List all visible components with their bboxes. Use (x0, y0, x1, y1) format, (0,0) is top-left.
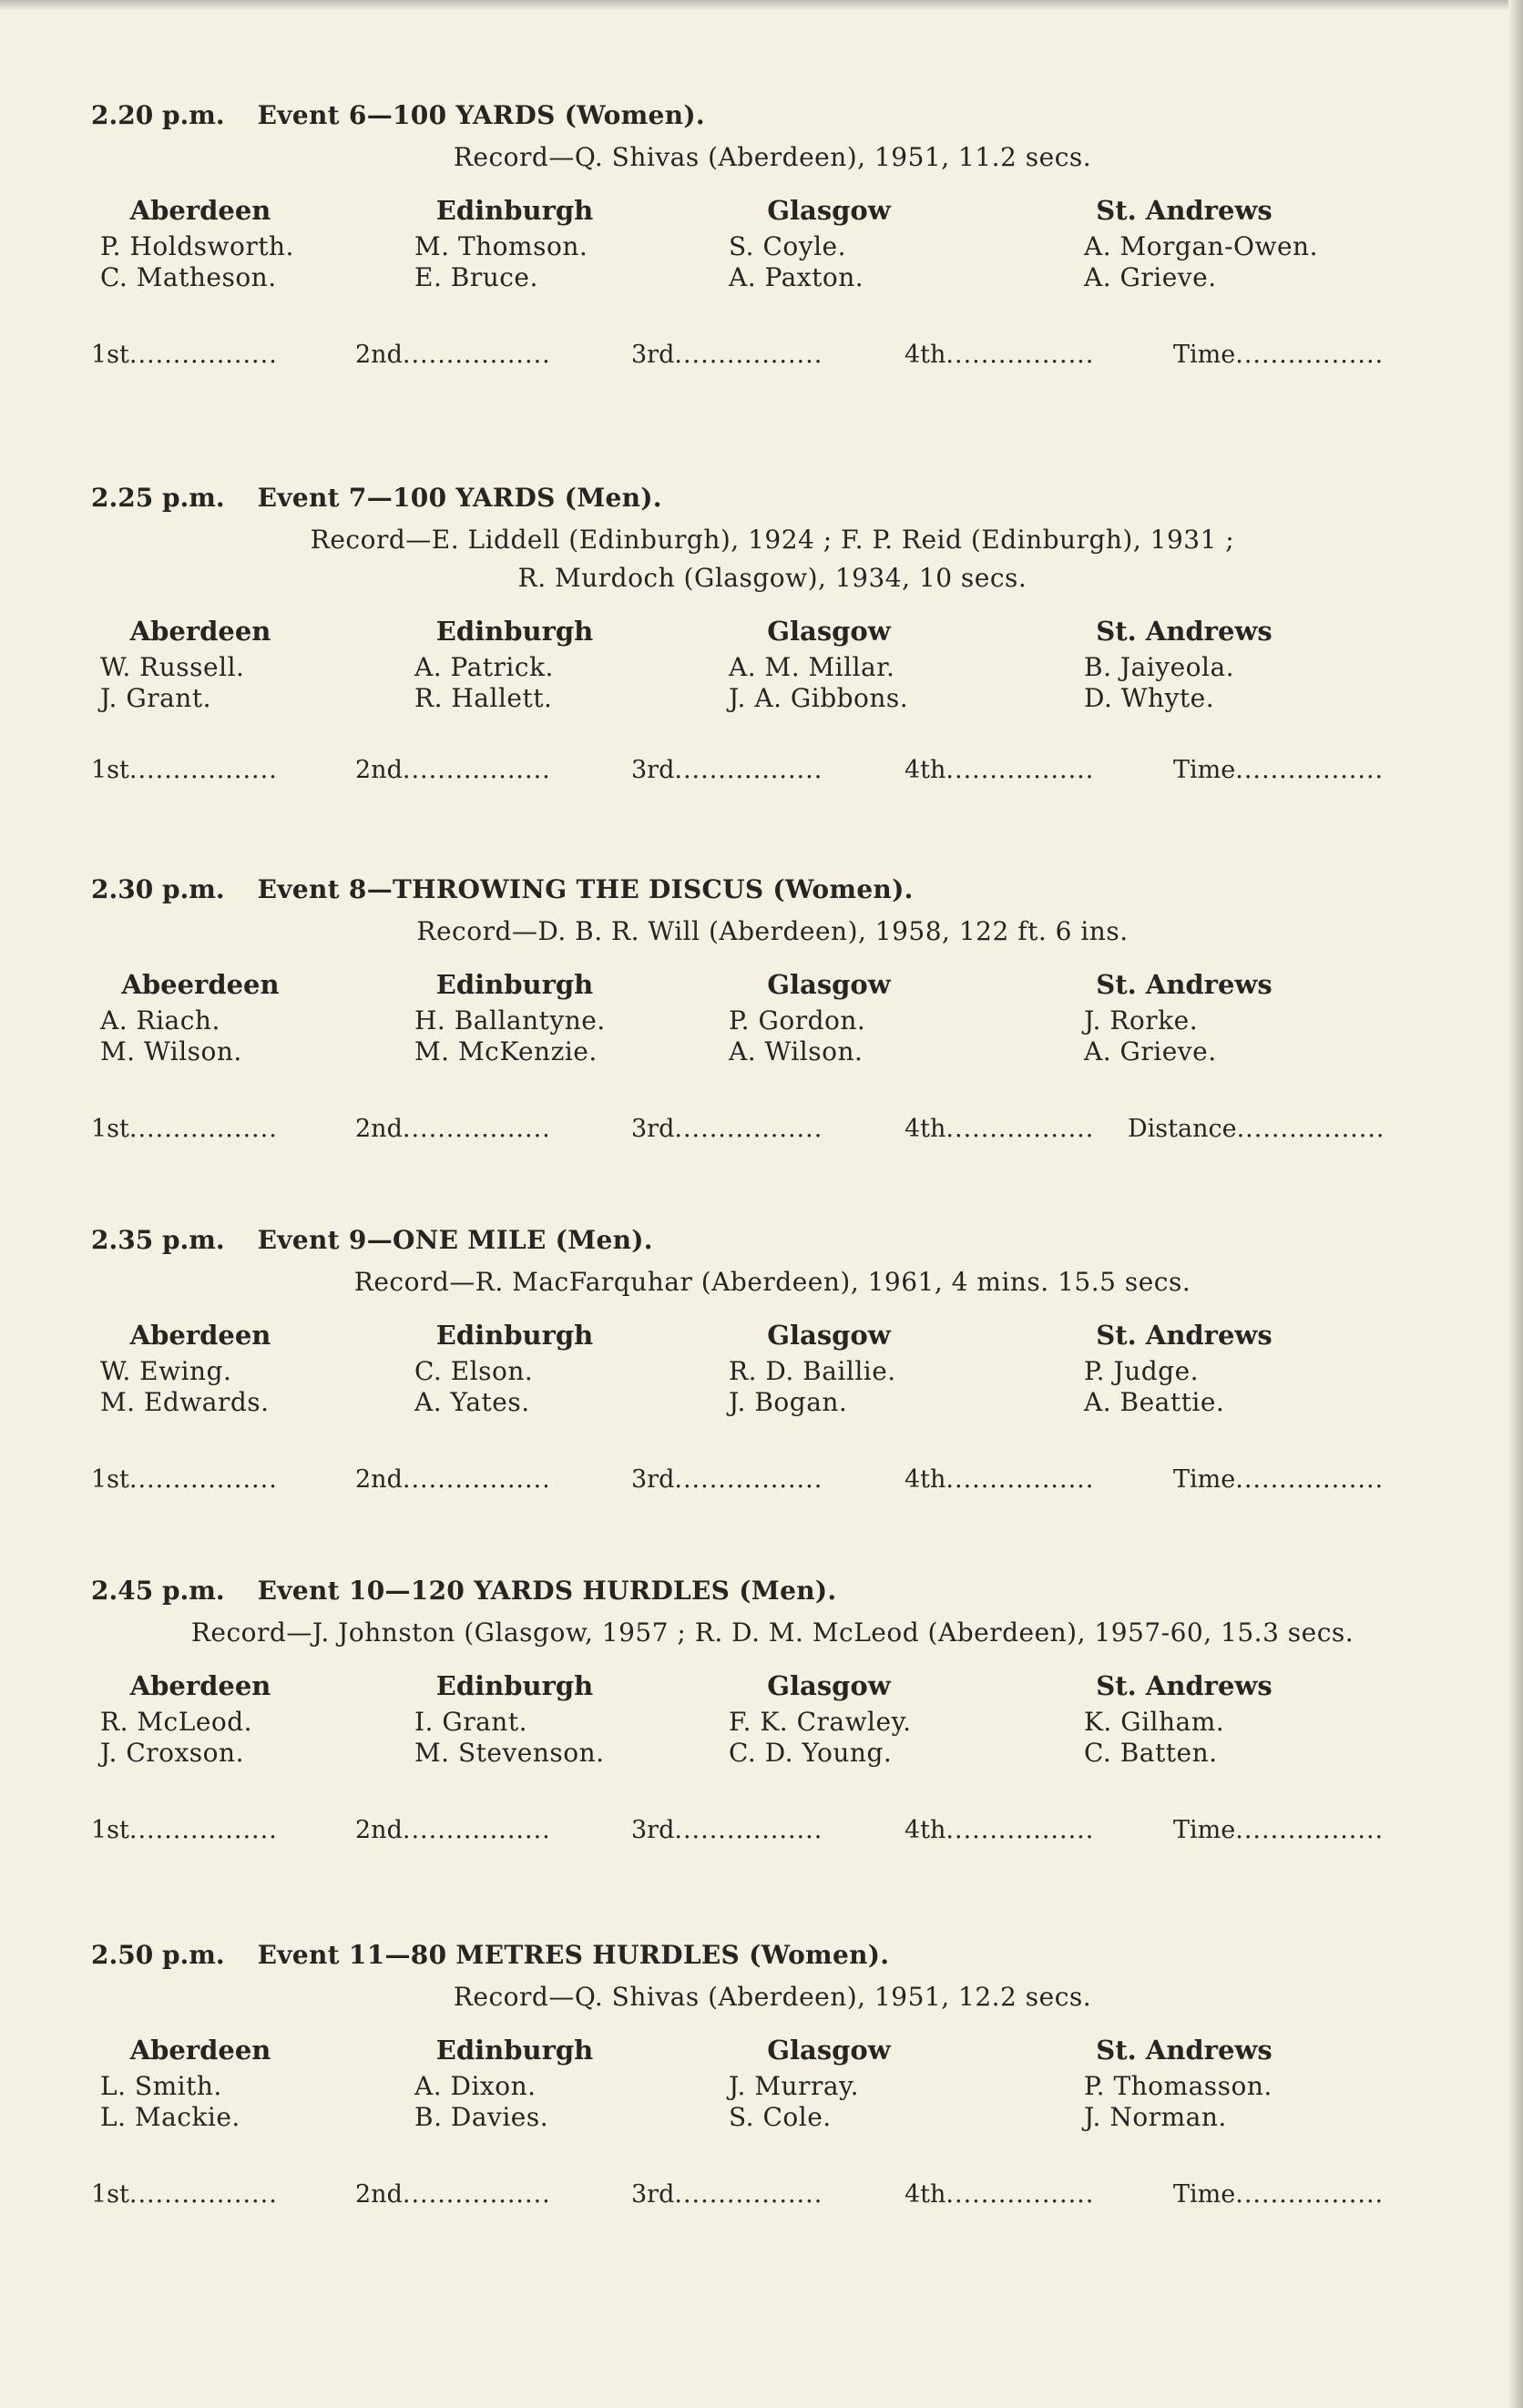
athlete-name: A. Beattie. (1084, 1387, 1225, 1417)
athlete-name: R. D. Baillie. (729, 1356, 896, 1386)
result-label: Distance (1128, 1115, 1237, 1143)
result-field (1173, 756, 1384, 784)
record-line: Record—J. Johnston (Glasgow, 1957 ; R. D. M. McLeod (Aberdeen), 1957-60, 15.3 secs. (190, 1617, 1354, 1648)
result-field (355, 1115, 551, 1143)
athlete-name: R. Hallett. (414, 683, 553, 713)
event-time: 2.35 p.m. (91, 1225, 225, 1255)
athlete-name: E. Bruce. (414, 262, 538, 292)
team-columns (80, 2035, 1465, 2153)
athlete-name: F. K. Crawley. (729, 1707, 912, 1737)
team-columns (80, 195, 1465, 313)
result-label: 3rd (631, 2180, 675, 2209)
result-label: 2nd (355, 2180, 403, 2209)
athlete-name: M. McKenzie. (414, 1036, 598, 1066)
team-name: St. Andrews (1096, 195, 1273, 226)
team-name: Edinburgh (435, 2035, 594, 2066)
result-field (905, 756, 1094, 784)
result-field (91, 341, 278, 369)
result-label: 2nd (355, 341, 403, 369)
athlete-name: C. Elson. (414, 1356, 534, 1386)
athlete-name: J. Norman. (1084, 2102, 1227, 2132)
result-field (631, 1115, 823, 1143)
result-blank: ................. (402, 1115, 551, 1143)
result-field (631, 341, 823, 369)
team-column (729, 969, 1029, 1067)
result-blank: ................. (674, 756, 823, 784)
team-name: St. Andrews (1096, 1320, 1273, 1351)
result-field (631, 1465, 823, 1494)
result-blank: ................. (1236, 1115, 1385, 1143)
team-column (729, 1320, 1029, 1418)
athlete-name: A. Wilson. (729, 1036, 864, 1066)
result-blank: ................. (1235, 756, 1385, 784)
athlete-name: C. Matheson. (100, 262, 277, 292)
result-label: 1st (91, 1816, 129, 1844)
team-name: Glasgow (767, 616, 891, 647)
event-heading (91, 100, 705, 130)
event-section (80, 100, 1465, 401)
result-blank: ................. (128, 2180, 278, 2209)
event-time: 2.20 p.m. (91, 100, 225, 130)
event-time: 2.45 p.m. (91, 1576, 225, 1606)
athlete-name: A. Grieve. (1084, 1036, 1217, 1066)
team-name: St. Andrews (1096, 1670, 1273, 1701)
result-field (355, 1816, 551, 1844)
result-blank: ................. (128, 341, 278, 369)
athlete-name: P. Holdsworth. (100, 231, 294, 261)
result-field (91, 1816, 278, 1844)
results-line (80, 1115, 1465, 1151)
athlete-name: L. Mackie. (100, 2102, 240, 2132)
team-column (100, 2035, 401, 2133)
result-label: 3rd (631, 756, 675, 784)
team-name: Glasgow (767, 969, 891, 1000)
result-label: 4th (905, 1816, 946, 1844)
result-field (1128, 1115, 1385, 1143)
result-field (1173, 1816, 1384, 1844)
team-columns (80, 1670, 1465, 1789)
athlete-name: R. McLeod. (100, 1707, 253, 1737)
result-label: Time (1173, 1816, 1236, 1844)
team-column (729, 616, 1029, 714)
result-field (905, 1816, 1094, 1844)
event-heading (91, 1576, 836, 1606)
result-field (91, 756, 278, 784)
result-label: 4th (905, 756, 946, 784)
team-name: Abeerdeen (121, 969, 280, 1000)
team-column (729, 195, 1029, 293)
athlete-name: K. Gilham. (1084, 1707, 1225, 1737)
record-line: Record—E. Liddell (Edinburgh), 1924 ; F. P. Reid (Edinburgh), 1931 ; (310, 525, 1235, 555)
team-name: Glasgow (767, 1670, 891, 1701)
result-blank: ................. (674, 341, 823, 369)
result-blank: ................. (128, 1115, 278, 1143)
athlete-name: M. Wilson. (100, 1036, 242, 1066)
athlete-name: A. Paxton. (729, 262, 864, 292)
result-blank: ................. (674, 2180, 823, 2209)
athlete-name: A. Dixon. (414, 2071, 537, 2101)
result-label: 2nd (355, 1816, 403, 1844)
team-name: Glasgow (767, 1320, 891, 1351)
athlete-name: M. Stevenson. (414, 1738, 605, 1768)
results-line (80, 341, 1465, 377)
event-section (80, 1225, 1465, 1525)
result-field (631, 1816, 823, 1844)
team-column (1084, 195, 1385, 293)
team-name: Glasgow (767, 195, 891, 226)
team-name: Aberdeen (129, 195, 271, 226)
team-column (414, 616, 715, 714)
result-blank: ................. (945, 1816, 1095, 1844)
result-label: 1st (91, 756, 129, 784)
result-blank: ................. (128, 756, 278, 784)
result-blank: ................. (674, 1465, 823, 1494)
result-label: 4th (905, 1115, 946, 1143)
team-column (1084, 616, 1385, 714)
athlete-name: S. Cole. (729, 2102, 832, 2132)
result-field (355, 1465, 551, 1494)
athlete-name: P. Gordon. (729, 1005, 866, 1036)
result-field (1173, 341, 1384, 369)
event-heading (91, 1225, 653, 1255)
team-column (414, 1320, 715, 1418)
result-field (91, 1465, 278, 1494)
event-heading (91, 874, 914, 904)
result-field (355, 2180, 551, 2209)
result-label: Time (1173, 341, 1236, 369)
result-blank: ................. (402, 341, 551, 369)
result-blank: ................. (674, 1816, 823, 1844)
team-name: Edinburgh (435, 969, 594, 1000)
result-blank: ................. (945, 341, 1095, 369)
result-label: 1st (91, 1115, 129, 1143)
result-label: 2nd (355, 756, 403, 784)
event-title: Event 6—100 YARDS (Women). (257, 100, 705, 130)
athlete-name: M. Thomson. (414, 231, 588, 261)
result-blank: ................. (402, 1816, 551, 1844)
result-label: 2nd (355, 1465, 403, 1494)
team-column (100, 195, 401, 293)
athlete-name: A. Riach. (100, 1005, 220, 1036)
athlete-name: S. Coyle. (729, 231, 847, 261)
result-field (631, 756, 823, 784)
result-label: 2nd (355, 1115, 403, 1143)
athlete-name: P. Thomasson. (1084, 2071, 1273, 2101)
team-column (414, 195, 715, 293)
team-columns (80, 616, 1465, 734)
result-label: 3rd (631, 1816, 675, 1844)
event-title: Event 7—100 YARDS (Men). (257, 483, 662, 513)
athlete-name: B. Davies. (414, 2102, 549, 2132)
athlete-name: A. Patrick. (414, 652, 554, 682)
team-columns (80, 969, 1465, 1087)
result-field (905, 1115, 1094, 1143)
event-section (80, 483, 1465, 783)
team-column (1084, 1320, 1385, 1418)
result-field (905, 341, 1094, 369)
result-field (631, 2180, 823, 2209)
results-line (80, 2180, 1465, 2217)
athlete-name: A. Morgan-Owen. (1084, 231, 1318, 261)
result-blank: ................. (402, 1465, 551, 1494)
event-section (80, 1940, 1465, 2240)
team-column (100, 1320, 401, 1418)
result-blank: ................. (945, 2180, 1095, 2209)
team-name: Edinburgh (435, 195, 594, 226)
team-name: Aberdeen (129, 1670, 271, 1701)
team-column (100, 616, 401, 714)
athlete-name: J. Rorke. (1084, 1005, 1199, 1036)
result-field (91, 1115, 278, 1143)
record-line: Record—D. B. R. Will (Aberdeen), 1958, 122 ft. 6 ins. (416, 916, 1129, 946)
team-name: Edinburgh (435, 616, 594, 647)
results-line (80, 1465, 1465, 1502)
team-columns (80, 1320, 1465, 1438)
result-label: 4th (905, 2180, 946, 2209)
team-name: Edinburgh (435, 1320, 594, 1351)
team-column (100, 969, 401, 1067)
team-column (729, 1670, 1029, 1769)
athlete-name: M. Edwards. (100, 1387, 270, 1417)
athlete-name: W. Russell. (100, 652, 245, 682)
athlete-name: J. Croxson. (100, 1738, 244, 1768)
athlete-name: J. A. Gibbons. (729, 683, 909, 713)
team-column (1084, 2035, 1385, 2133)
team-name: Aberdeen (129, 616, 271, 647)
event-heading (91, 1940, 889, 1970)
event-section (80, 1576, 1465, 1876)
team-column (414, 969, 715, 1067)
event-section (80, 874, 1465, 1175)
athlete-name: I. Grant. (414, 1707, 527, 1737)
team-name: Edinburgh (435, 1670, 594, 1701)
results-line (80, 1816, 1465, 1852)
result-label: 3rd (631, 1465, 675, 1494)
result-label: 4th (905, 341, 946, 369)
result-label: 3rd (631, 1115, 675, 1143)
team-name: St. Andrews (1096, 2035, 1273, 2066)
event-title: Event 8—THROWING THE DISCUS (Women). (257, 874, 914, 904)
team-column (414, 1670, 715, 1769)
result-label: 1st (91, 2180, 129, 2209)
result-blank: ................. (1235, 2180, 1385, 2209)
result-blank: ................. (945, 1465, 1095, 1494)
result-label: 3rd (631, 341, 675, 369)
athlete-name: W. Ewing. (100, 1356, 232, 1386)
result-label: 4th (905, 1465, 946, 1494)
result-field (355, 756, 551, 784)
result-label: Time (1173, 756, 1236, 784)
result-blank: ................. (945, 1115, 1095, 1143)
team-column (729, 2035, 1029, 2133)
record-line: R. Murdoch (Glasgow), 1934, 10 secs. (517, 563, 1027, 593)
result-blank: ................. (128, 1816, 278, 1844)
team-column (100, 1670, 401, 1769)
athlete-name: J. Murray. (729, 2071, 860, 2101)
athlete-name: L. Smith. (100, 2071, 222, 2101)
team-name: St. Andrews (1096, 969, 1273, 1000)
result-label: Time (1173, 1465, 1236, 1494)
result-field (1173, 2180, 1384, 2209)
result-label: 1st (91, 341, 129, 369)
athlete-name: H. Ballantyne. (414, 1005, 606, 1036)
result-blank: ................. (1235, 1816, 1385, 1844)
event-title: Event 10—120 YARDS HURDLES (Men). (257, 1576, 837, 1606)
team-column (414, 2035, 715, 2133)
athlete-name: A. Yates. (414, 1387, 530, 1417)
result-label: Time (1173, 2180, 1236, 2209)
result-blank: ................. (402, 756, 551, 784)
event-time: 2.25 p.m. (91, 483, 225, 513)
result-label: 1st (91, 1465, 129, 1494)
athlete-name: D. Whyte. (1084, 683, 1215, 713)
athlete-name: J. Grant. (100, 683, 211, 713)
result-field (905, 2180, 1094, 2209)
athlete-name: B. Jaiyeola. (1084, 652, 1235, 682)
page-edge (0, 0, 1523, 11)
athlete-name: C. Batten. (1084, 1738, 1218, 1768)
athlete-name: P. Judge. (1084, 1356, 1200, 1386)
team-column (1084, 1670, 1385, 1769)
result-field (1173, 1465, 1384, 1494)
athlete-name: C. D. Young. (729, 1738, 893, 1768)
result-blank: ................. (1235, 341, 1385, 369)
result-blank: ................. (674, 1115, 823, 1143)
event-time: 2.50 p.m. (91, 1940, 225, 1970)
athlete-name: J. Bogan. (729, 1387, 848, 1417)
team-name: Aberdeen (129, 2035, 271, 2066)
result-field (905, 1465, 1094, 1494)
record-line: Record—R. MacFarquhar (Aberdeen), 1961, 4 mins. 15.5 secs. (353, 1267, 1191, 1297)
result-field (355, 341, 551, 369)
result-blank: ................. (402, 2180, 551, 2209)
result-blank: ................. (1235, 1465, 1385, 1494)
result-blank: ................. (128, 1465, 278, 1494)
record-line: Record—Q. Shivas (Aberdeen), 1951, 11.2 secs. (453, 142, 1092, 172)
event-time: 2.30 p.m. (91, 874, 225, 904)
results-line (80, 756, 1465, 792)
event-title: Event 9—ONE MILE (Men). (257, 1225, 653, 1255)
result-blank: ................. (945, 756, 1095, 784)
event-title: Event 11—80 METRES HURDLES (Women). (257, 1940, 890, 1970)
event-heading (91, 483, 662, 513)
athlete-name: A. Grieve. (1084, 262, 1217, 292)
team-name: Glasgow (767, 2035, 891, 2066)
page-edge (1508, 0, 1523, 2408)
athlete-name: A. M. Millar. (729, 652, 895, 682)
team-column (1084, 969, 1385, 1067)
record-line: Record—Q. Shivas (Aberdeen), 1951, 12.2 secs. (453, 1982, 1092, 2012)
result-field (91, 2180, 278, 2209)
team-name: Aberdeen (129, 1320, 271, 1351)
team-name: St. Andrews (1096, 616, 1273, 647)
